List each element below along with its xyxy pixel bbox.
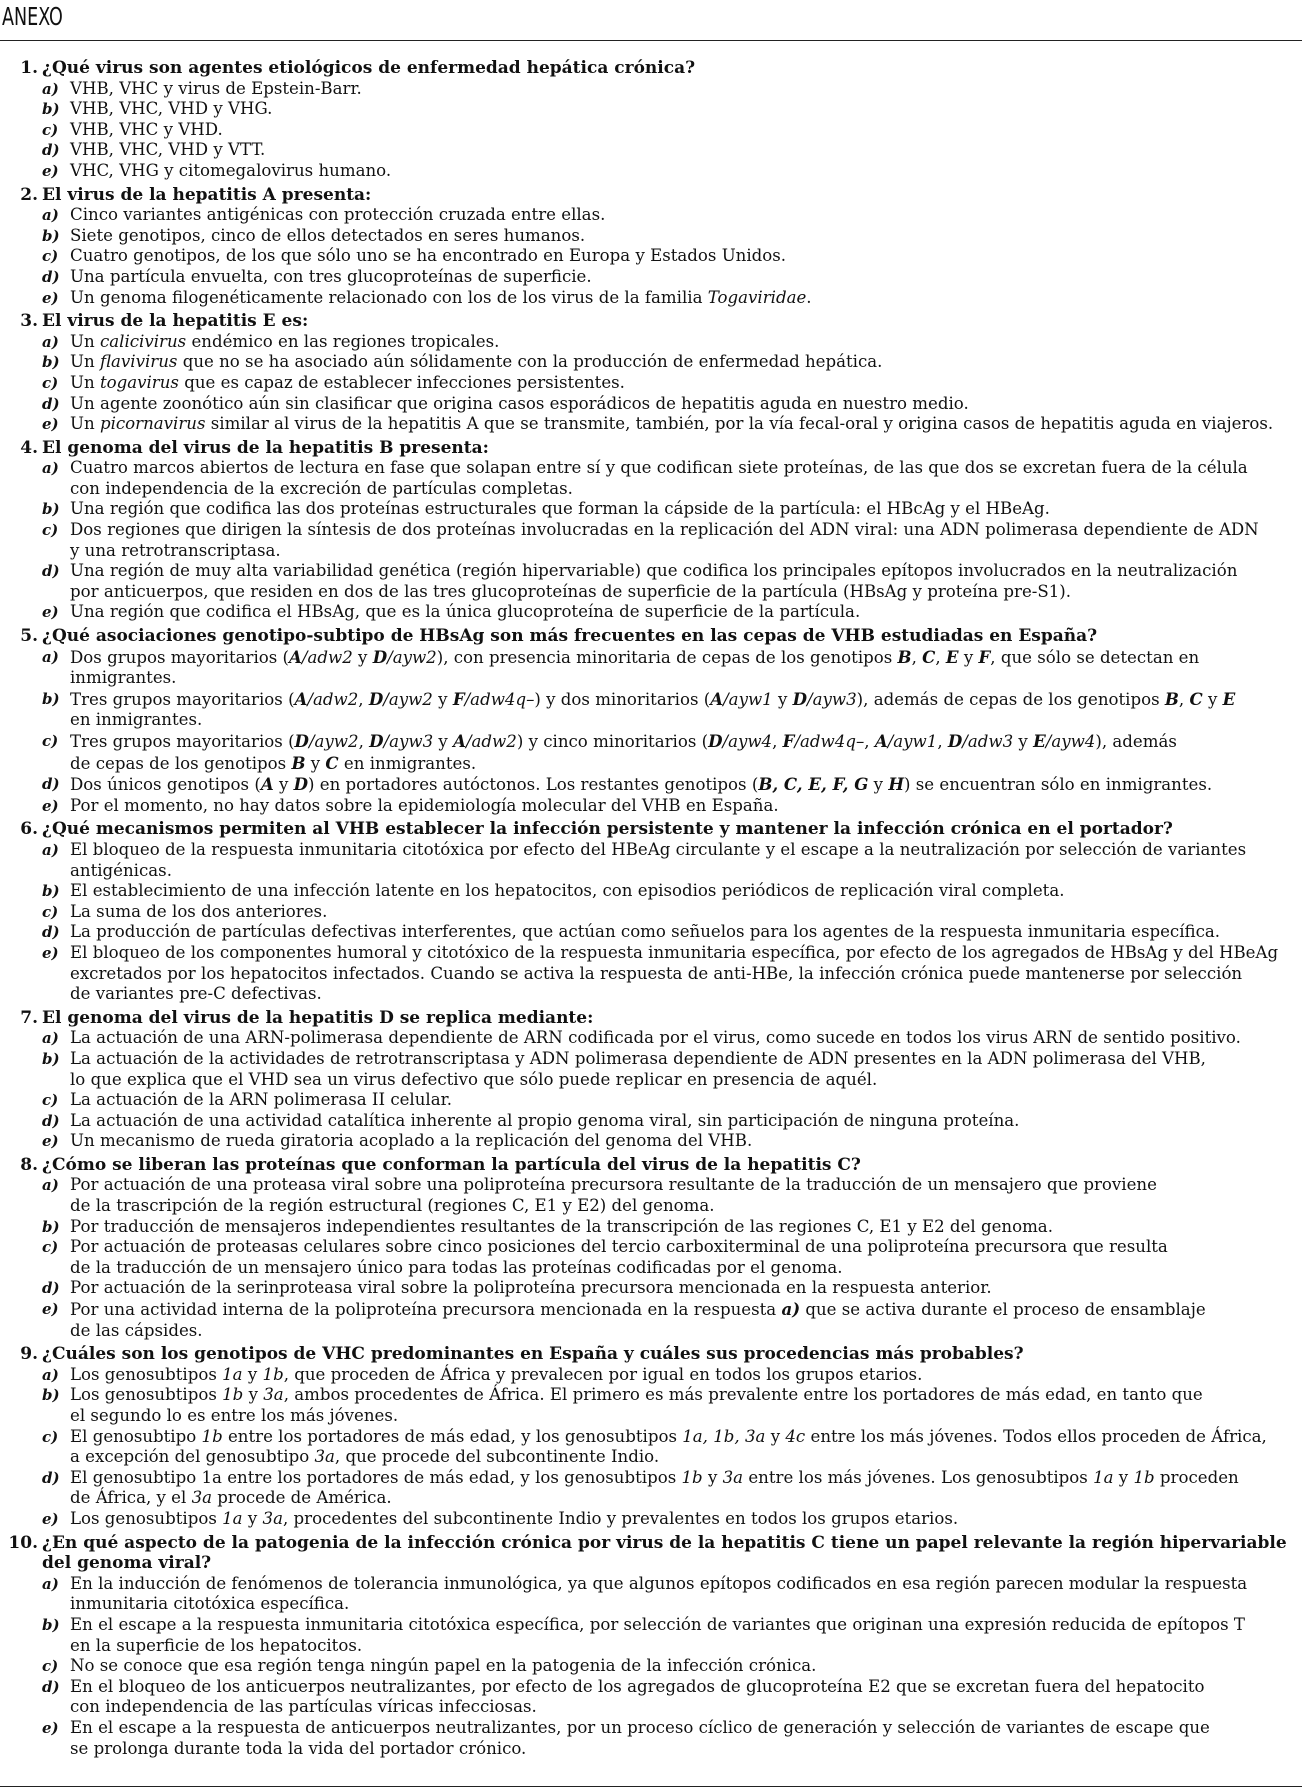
option-text: Los genosubtipos 1a y 3a, procedentes del subcontinente Indio y prevalentes en todos los grupos etarios.	[70, 1508, 959, 1528]
question-number: 3.	[20, 311, 38, 332]
option-text: Un genoma filogenéticamente relacionado con los de los virus de la familia Togaviridae.	[70, 287, 812, 307]
option-letter: c)	[42, 373, 59, 392]
option-letter: d)	[42, 562, 60, 581]
question-list	[8, 58, 1298, 1762]
answer-option	[8, 922, 1298, 943]
question-title	[8, 438, 1298, 459]
option-text: Un togavirus que es capaz de establecer infecciones persistentes.	[70, 372, 625, 392]
option-text: Por actuación de una proteasa viral sobre una poliproteína precursora resultante de la traducción de un mensajero que proviene de la trascripción de la región estructural (regiones C, E1 y E2) del genoma.	[70, 1175, 1157, 1216]
option-text: VHB, VHC, VHD y VHG.	[70, 99, 273, 119]
answer-option	[8, 352, 1298, 373]
answer-option	[8, 1028, 1298, 1049]
question-number: 1.	[20, 58, 38, 78]
option-text: Tres grupos mayoritarios (D/ayw2, D/ayw3 y A/adw2) y cinco minoritarios (D/ayw4, F/adw4q–, A/ayw1, D/adw3 y E/ayw4), además de cepas de los genotipos B y C en inmigrantes.	[70, 731, 1177, 773]
option-letter: b)	[42, 1386, 60, 1405]
option-text: La actuación de la actividades de retrotranscriptasa y ADN polimerasa dependiente de ADN presentes en la ADN polimerasa del VHB, lo que explica que el VHD sea un virus defectivo que sólo puede replicar en presencia de aquél.	[70, 1048, 1206, 1089]
option-letter: c)	[42, 120, 59, 139]
answer-option	[8, 1468, 1298, 1509]
option-letter: c)	[42, 521, 59, 540]
answer-option	[8, 774, 1298, 796]
option-letter: e)	[42, 1509, 59, 1528]
answer-options	[8, 647, 1298, 817]
option-text: El establecimiento de una infección latente en los hepatocitos, con episodios periódicos de replicación viral completa.	[70, 881, 1065, 901]
option-text: Por actuación de la serinproteasa viral sobre la poliproteína precursora mencionada en la respuesta anterior.	[70, 1278, 992, 1298]
option-letter: b)	[42, 226, 60, 245]
answer-option	[8, 602, 1298, 623]
option-text: Una región que codifica las dos proteínas estructurales que forman la cápside de la partícula: el HBcAg y el HBeAg.	[70, 499, 1050, 519]
option-text: Por una actividad interna de la poliproteína precursora mencionada en la respuesta a) que se activa durante el proceso de ensamblaje de las cápsides.	[70, 1299, 1206, 1340]
option-letter: b)	[42, 1217, 60, 1236]
option-text: Una partícula envuelta, con tres glucoproteínas de superficie.	[70, 266, 592, 286]
answer-option	[8, 1217, 1298, 1238]
option-text: Un mecanismo de rueda giratoria acoplado a la replicación del genoma del VHB.	[70, 1131, 753, 1151]
question-text: El genoma del virus de la hepatitis B presenta:	[42, 437, 489, 458]
answer-option	[8, 1299, 1298, 1341]
answer-option	[8, 246, 1298, 267]
answer-option	[8, 99, 1298, 120]
answer-option	[8, 796, 1298, 817]
option-letter: d)	[42, 923, 60, 942]
answer-option	[8, 373, 1298, 394]
answer-option	[8, 647, 1298, 689]
option-letter: e)	[42, 796, 59, 815]
question-text: ¿Qué asociaciones genotipo-subtipo de HBsAg son más frecuentes en las cepas de VHB estudiadas en España?	[42, 626, 1098, 647]
option-letter: d)	[42, 1677, 60, 1696]
option-text: No se conoce que esa región tenga ningún papel en la patogenia de la infección crónica.	[70, 1656, 817, 1676]
option-letter: c)	[42, 1091, 59, 1110]
option-letter: d)	[42, 1111, 60, 1130]
answer-option	[8, 414, 1298, 435]
option-text: Cuatro genotipos, de los que sólo uno se ha encontrado en Europa y Estados Unidos.	[70, 246, 787, 266]
answer-options	[8, 1365, 1298, 1530]
answer-option	[8, 120, 1298, 141]
option-letter: b)	[42, 500, 60, 519]
option-text: VHB, VHC y VHD.	[70, 119, 223, 139]
option-text: Un flavivirus que no se ha asociado aún sólidamente con la producción de enfermedad hepática.	[70, 352, 883, 372]
option-letter: a)	[42, 1029, 59, 1048]
option-letter: b)	[42, 1615, 60, 1634]
question-title	[8, 58, 1298, 79]
answer-option	[8, 332, 1298, 353]
option-text: VHB, VHC y virus de Epstein-Barr.	[70, 78, 362, 98]
page-header: ANEXO	[2, 2, 63, 31]
question-text: ¿Qué mecanismos permiten al VHB establecer la infección persistente y mantener la infección crónica en el portador?	[42, 819, 1173, 840]
option-letter: d)	[42, 394, 60, 413]
option-text: Una región de muy alta variabilidad genética (región hipervariable) que codifica los principales epítopos involucrados en la neutralización por anticuerpos, que residen en dos de las tres glucoproteínas de superficie de la partícula (HBsAg y proteína pre-S1).	[70, 561, 1238, 601]
option-text: Dos regiones que dirigen la síntesis de dos proteínas involucradas en la replicación del ADN viral: una ADN polimerasa dependiente de ADN y una retrotranscriptasa.	[70, 520, 1259, 560]
option-text: En la inducción de fenómenos de tolerancia inmunológica, ya que algunos epítopos codificados en esa región parecen modular la respuesta inmunitaria citotóxica específica.	[70, 1573, 1248, 1614]
option-text: Un picornavirus similar al virus de la hepatitis A que se transmite, también, por la vía fecal-oral y origina casos de hepatitis aguda en viajeros.	[70, 414, 1274, 434]
option-letter: d)	[42, 1279, 60, 1298]
option-letter: c)	[42, 732, 59, 750]
answer-option	[8, 1278, 1298, 1299]
question-number: 9.	[20, 1344, 38, 1365]
option-text: Siete genotipos, cinco de ellos detectados en seres humanos.	[70, 225, 586, 245]
option-text: El genosubtipo 1b entre los portadores de más edad, y los genosubtipos 1a, 1b, 3a y 4c entre los más jóvenes. Todos ellos proceden de África, a excepción del genosubtipo 3a, que procede del subcontinente Indio.	[70, 1426, 1267, 1467]
answer-options	[8, 840, 1298, 1005]
answer-option	[8, 1574, 1298, 1615]
option-letter: b)	[42, 1049, 60, 1068]
option-text: VHC, VHG y citomegalovirus humano.	[70, 160, 392, 180]
option-letter: e)	[42, 161, 59, 180]
option-text: En el escape a la respuesta inmunitaria citotóxica específica, por selección de variantes que originan una expresión reducida de epítopos T en la superficie de los hepatocitos.	[70, 1614, 1245, 1655]
answer-option	[8, 499, 1298, 520]
option-letter: c)	[42, 902, 59, 921]
header-rule	[0, 40, 1302, 41]
answer-option	[8, 902, 1298, 923]
question-number: 6.	[20, 819, 38, 840]
question-7	[8, 1008, 1298, 1152]
answer-option	[8, 79, 1298, 100]
option-text: El bloqueo de los componentes humoral y citotóxico de la respuesta inmunitaria específica, por efecto de los agregados de HBsAg y del HBeAg excretados por los hepatocitos infectados. Cuando se activa la respuesta de anti-HBe, la infección crónica puede mantenerse por selección de variantes pre-C defectivas.	[70, 942, 1279, 1004]
option-letter: a)	[42, 647, 59, 666]
answer-option	[8, 140, 1298, 161]
answer-option	[8, 1175, 1298, 1216]
option-letter: a)	[42, 79, 59, 98]
answer-option	[8, 288, 1298, 309]
question-3	[8, 311, 1298, 435]
answer-options	[8, 1574, 1298, 1759]
option-letter: a)	[42, 206, 59, 225]
option-text: La actuación de una ARN-polimerasa dependiente de ARN codificada por el virus, como sucede en todos los virus ARN de sentido positivo.	[70, 1028, 1241, 1048]
answer-option	[8, 1615, 1298, 1656]
option-text: La suma de los dos anteriores.	[70, 901, 328, 921]
answer-options	[8, 332, 1298, 435]
answer-options	[8, 79, 1298, 182]
answer-options	[8, 1028, 1298, 1152]
answer-option	[8, 1365, 1298, 1386]
answer-option	[8, 881, 1298, 902]
answer-option	[8, 458, 1298, 499]
question-text: ¿En qué aspecto de la patogenia de la infección crónica por virus de la hepatitis C tiene un papel relevante la región hipervariable del genoma viral?	[42, 1532, 1287, 1574]
option-letter: a)	[42, 840, 59, 859]
option-letter: d)	[42, 775, 60, 794]
answer-option	[8, 226, 1298, 247]
option-text: La actuación de una actividad catalítica inherente al propio genoma viral, sin participación de ninguna proteína.	[70, 1110, 1020, 1130]
option-text: El genosubtipo 1a entre los portadores de más edad, y los genosubtipos 1b y 3a entre los más jóvenes. Los genosubtipos 1a y 1b proceden de África, y el 3a procede de América.	[70, 1467, 1239, 1508]
question-number: 10.	[8, 1532, 38, 1553]
option-letter: a)	[42, 1176, 59, 1195]
question-title	[8, 311, 1298, 332]
option-text: Dos únicos genotipos (A y D) en portadores autóctonos. Los restantes genotipos (B, C, E, F, G y H) se encuentran sólo en inmigrantes.	[70, 774, 1213, 795]
answer-option	[8, 1427, 1298, 1468]
answer-option	[8, 1385, 1298, 1426]
question-number: 4.	[20, 437, 38, 458]
answer-options	[8, 205, 1298, 308]
answer-option	[8, 267, 1298, 288]
question-1	[8, 58, 1298, 182]
option-text: La producción de partículas defectivas interferentes, que actúan como señuelos para los agentes de la respuesta inmunitaria específica.	[70, 922, 1221, 942]
answer-option	[8, 1049, 1298, 1090]
question-title	[8, 1155, 1298, 1176]
answer-option	[8, 1718, 1298, 1759]
question-4	[8, 438, 1298, 623]
question-title	[8, 1344, 1298, 1365]
option-text: Tres grupos mayoritarios (A/adw2, D/ayw2 y F/adw4q–) y dos minoritarios (A/ayw1 y D/ayw3), además de cepas de los genotipos B, C y E en inmigrantes.	[70, 688, 1236, 730]
answer-option	[8, 394, 1298, 415]
option-letter: c)	[42, 1427, 59, 1446]
answer-option	[8, 1131, 1298, 1152]
answer-option	[8, 1656, 1298, 1677]
option-letter: a)	[42, 1365, 59, 1384]
option-letter: c)	[42, 247, 59, 266]
question-number: 7.	[20, 1007, 38, 1028]
option-letter: a)	[42, 332, 59, 351]
option-text: En el escape a la respuesta de anticuerpos neutralizantes, por un proceso cíclico de generación y selección de variantes de escape que se prolonga durante toda la vida del portador crónico.	[70, 1717, 1210, 1758]
question-text: El virus de la hepatitis E es:	[42, 311, 309, 332]
option-text: La actuación de la ARN polimerasa II celular.	[70, 1090, 453, 1110]
question-number: 8.	[20, 1154, 38, 1175]
option-letter: e)	[42, 1300, 59, 1319]
answer-option	[8, 520, 1298, 561]
option-text: Una región que codifica el HBsAg, que es la única glucoproteína de superficie de la partícula.	[70, 602, 861, 622]
question-5	[8, 626, 1298, 816]
answer-options	[8, 1175, 1298, 1341]
option-letter: a)	[42, 459, 59, 478]
option-letter: e)	[42, 1132, 59, 1151]
question-text: ¿Cuáles son los genotipos de VHC predominantes en España y cuáles sus procedencias más probables?	[42, 1344, 1024, 1365]
question-text: El genoma del virus de la hepatitis D se replica mediante:	[42, 1007, 594, 1028]
answer-option	[8, 1509, 1298, 1530]
option-letter: b)	[42, 100, 60, 119]
question-title	[8, 819, 1298, 840]
option-letter: e)	[42, 603, 59, 622]
answer-option	[8, 1237, 1298, 1278]
question-title	[8, 626, 1298, 647]
option-letter: c)	[42, 1238, 59, 1257]
option-text: Cinco variantes antigénicas con protección cruzada entre ellas.	[70, 205, 606, 225]
option-letter: b)	[42, 882, 60, 901]
question-text: El virus de la hepatitis A presenta:	[42, 184, 372, 205]
question-text: ¿Qué virus son agentes etiológicos de enfermedad hepática crónica?	[42, 58, 696, 78]
option-text: Los genosubtipos 1a y 1b, que proceden de África y prevalecen por igual en todos los grupos etarios.	[70, 1364, 923, 1384]
option-text: Los genosubtipos 1b y 3a, ambos procedentes de África. El primero es más prevalente entre los portadores de más edad, en tanto que el segundo lo es entre los más jóvenes.	[70, 1385, 1203, 1425]
question-text: ¿Cómo se liberan las proteínas que conforman la partícula del virus de la hepatitis C?	[42, 1154, 861, 1175]
question-9	[8, 1344, 1298, 1529]
question-number: 5.	[20, 626, 38, 647]
question-title	[8, 1533, 1298, 1574]
question-number: 2.	[20, 184, 38, 205]
option-text: Un calicivirus endémico en las regiones tropicales.	[70, 331, 500, 351]
question-10	[8, 1533, 1298, 1760]
option-text: VHB, VHC, VHD y VTT.	[70, 140, 266, 160]
option-text: Por el momento, no hay datos sobre la epidemiología molecular del VHB en España.	[70, 795, 779, 815]
option-letter: c)	[42, 1657, 59, 1676]
answer-option	[8, 689, 1298, 731]
question-2	[8, 185, 1298, 309]
option-letter: e)	[42, 1718, 59, 1737]
answer-option	[8, 943, 1298, 1005]
answer-option	[8, 1111, 1298, 1132]
question-6	[8, 819, 1298, 1004]
option-letter: b)	[42, 689, 60, 708]
answer-options	[8, 458, 1298, 623]
footer-rule	[0, 1786, 1302, 1787]
answer-option	[8, 561, 1298, 602]
answer-option	[8, 840, 1298, 881]
answer-option	[8, 205, 1298, 226]
option-letter: d)	[42, 141, 60, 160]
question-title	[8, 185, 1298, 206]
option-text: Cuatro marcos abiertos de lectura en fase que solapan entre sí y que codifican siete proteínas, de las que dos se excretan fuera de la célula con independencia de la excreción de partículas completas.	[70, 458, 1248, 498]
option-text: En el bloqueo de los anticuerpos neutralizantes, por efecto de los agregados de glucoproteína E2 que se excretan fuera del hepatocito con independencia de las partículas víricas infecciosas.	[70, 1676, 1205, 1717]
question-title	[8, 1008, 1298, 1029]
answer-option	[8, 731, 1298, 774]
option-letter: b)	[42, 353, 60, 372]
option-letter: a)	[42, 1574, 59, 1593]
answer-option	[8, 1090, 1298, 1111]
option-text: El bloqueo de la respuesta inmunitaria citotóxica por efecto del HBeAg circulante y el escape a la neutralización por selección de variantes antigénicas.	[70, 839, 1247, 880]
option-letter: e)	[42, 288, 59, 307]
answer-option	[8, 161, 1298, 182]
answer-option	[8, 1677, 1298, 1718]
option-letter: e)	[42, 415, 59, 434]
option-text: Por traducción de mensajeros independientes resultantes de la transcripción de las regiones C, E1 y E2 del genoma.	[70, 1216, 1053, 1236]
option-text: Dos grupos mayoritarios (A/adw2 y D/ayw2), con presencia minoritaria de cepas de los genotipos B, C, E y F, que sólo se detectan en inmigrantes.	[70, 646, 1200, 688]
option-letter: d)	[42, 267, 60, 286]
option-text: Por actuación de proteasas celulares sobre cinco posiciones del tercio carboxiterminal de una poliproteína precursora que resulta de la traducción de un mensajero único para todas las proteínas codificadas por el genoma.	[70, 1237, 1168, 1277]
option-letter: e)	[42, 943, 59, 962]
question-8	[8, 1155, 1298, 1341]
option-text: Un agente zoonótico aún sin clasificar que origina casos esporádicos de hepatitis aguda en nuestro medio.	[70, 393, 969, 413]
option-letter: d)	[42, 1468, 60, 1487]
